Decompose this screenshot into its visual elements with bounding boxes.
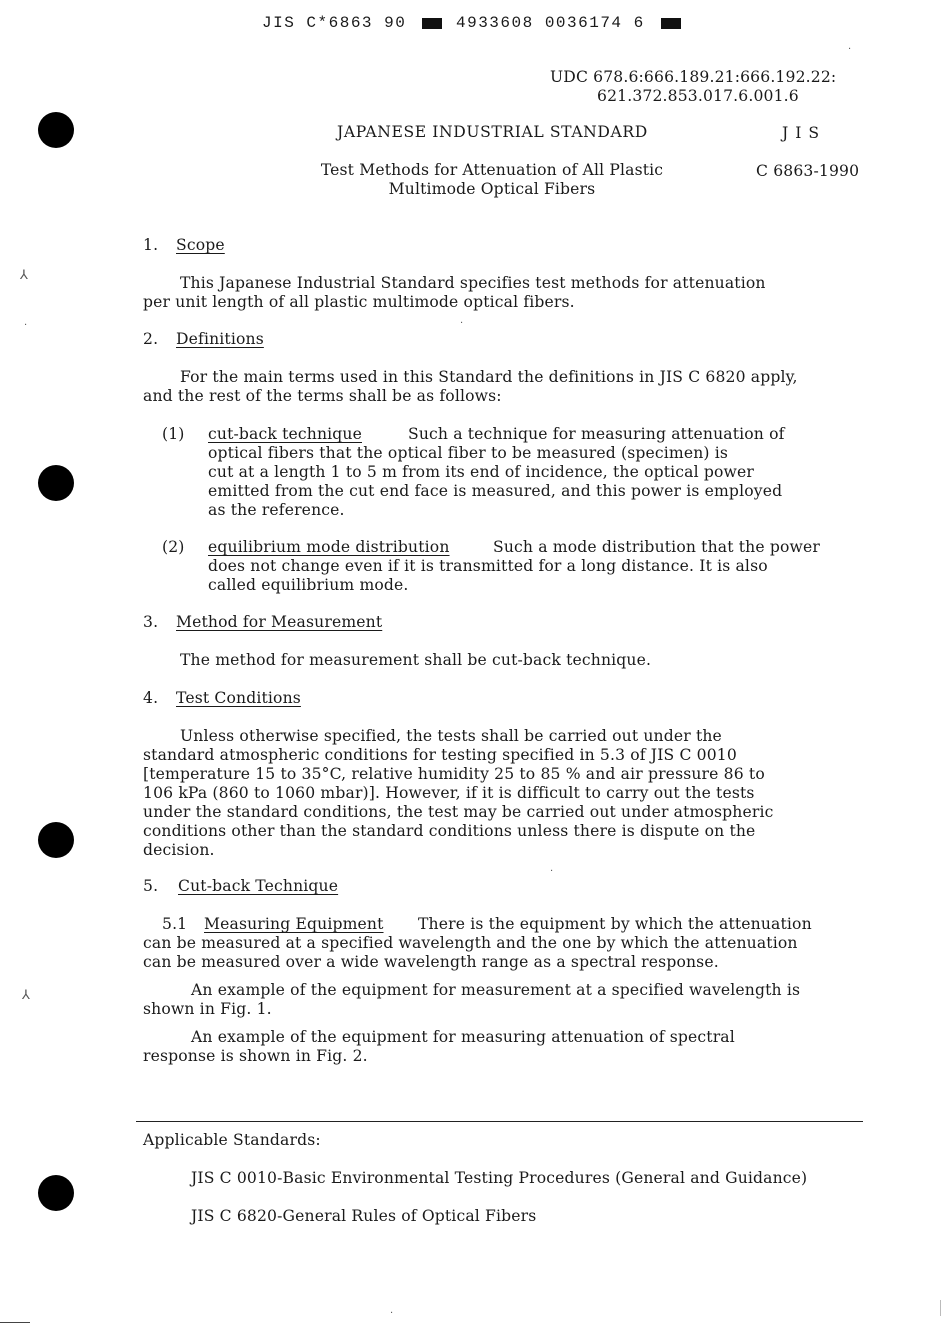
footnote-divider [136,1121,863,1122]
item-number: (1) [162,425,185,443]
definition-line: cut at a length 1 to 5 m from its end of incidence, the optical power [208,463,755,481]
paragraph-line: response is shown in Fig. 2. [143,1047,368,1065]
definition-term: cut-back technique [208,425,362,443]
paragraph-line: per unit length of all plastic multimode optical fibers. [143,293,575,311]
udc-line-1: UDC 678.6:666.189.21:666.192.22: [550,68,837,86]
scan-speck: · [460,318,464,329]
applicable-standard-item: JIS C 0010-Basic Environmental Testing Procedures (General and Guidance) [191,1169,808,1187]
definition-text: Such a mode distribution that the power [493,538,820,556]
punch-hole [38,1175,74,1211]
definition-term: equilibrium mode distribution [208,538,450,556]
section-number: 3. [143,613,159,631]
udc-line-2: 621.372.853.017.6.001.6 [597,87,799,105]
paragraph-line: [temperature 15 to 35°C, relative humidity 25 to 85 % and air pressure 86 to [143,765,765,783]
paragraph-line: standard atmospheric conditions for testing specified in 5.3 of JIS C 0010 [143,746,737,764]
paragraph-line: There is the equipment by which the attenuation [418,915,812,933]
definition-line: called equilibrium mode. [208,576,409,594]
definition-line: emitted from the cut end face is measured, and this power is employed [208,482,783,500]
standard-number: C 6863-1990 [756,162,860,180]
paragraph-line: conditions other than the standard conditions unless there is dispute on the [143,822,756,840]
scan-speck: · [24,320,28,331]
section-number: 4. [143,689,159,707]
header-code-part1: JIS C*6863 90 [262,14,407,32]
section-heading: Scope [176,236,225,254]
paragraph-line: Unless otherwise specified, the tests shall be carried out under the [180,727,722,745]
section-heading: Method for Measurement [176,613,383,631]
title-line-2: Multimode Optical Fibers [388,180,596,198]
paragraph-line: decision. [143,841,215,859]
section-number: 2. [143,330,159,348]
definition-line: does not change even if it is transmitted for a long distance. It is also [208,557,768,575]
paragraph-line: For the main terms used in this Standard the definitions in JIS C 6820 apply, [180,368,798,386]
definition-text: Such a technique for measuring attenuation of [408,425,785,443]
punch-hole [38,112,74,148]
paragraph-line: An example of the equipment for measurement at a specified wavelength is [191,981,801,999]
scan-speck: · [848,44,852,55]
header-code-part2: 4933608 0036174 6 [456,14,645,32]
section-number: 1. [143,236,159,254]
paragraph-line: 106 kPa (860 to 1060 mbar)]. However, if it is difficult to carry out the tests [143,784,755,802]
paragraph-line: can be measured at a specified wavelength and the one by which the attenuation [143,934,798,952]
paragraph-line: An example of the equipment for measuring attenuation of spectral [191,1028,735,1046]
applicable-standard-item: JIS C 6820-General Rules of Optical Fibers [191,1207,537,1225]
subsection-heading: Measuring Equipment [204,915,384,933]
section-heading: Test Conditions [176,689,301,707]
paragraph-line: and the rest of the terms shall be as follows: [143,387,502,405]
paragraph-line: The method for measurement shall be cut-back technique. [180,651,652,669]
title-line-1: Test Methods for Attenuation of All Plastic [320,161,664,179]
scan-edge-mark [940,1300,941,1316]
header-block-mark-1 [422,18,442,29]
scan-speck: · [550,866,554,877]
section-heading: Definitions [176,330,264,348]
standard-abbr: J I S [782,124,821,142]
section-heading: Cut-back Technique [178,877,339,895]
scan-edge-mark [0,1322,30,1323]
applicable-standards-label: Applicable Standards: [143,1131,321,1149]
header-block-mark-2 [661,18,681,29]
scan-speck: · [390,1308,394,1319]
section-number: 5. [143,877,159,895]
punch-hole [38,465,74,501]
scan-speck: ⅄ [22,988,30,1003]
definition-line: as the reference. [208,501,345,519]
item-number: (2) [162,538,185,556]
scan-speck: ⅄ [20,268,28,283]
paragraph-line: under the standard conditions, the test may be carried out under atmospheric [143,803,774,821]
paragraph-line: shown in Fig. 1. [143,1000,272,1018]
standard-org: JAPANESE INDUSTRIAL STANDARD [337,123,648,141]
paragraph-line: This Japanese Industrial Standard specifies test methods for attenuation [180,274,766,292]
subsection-number: 5.1 [162,915,188,933]
paragraph-line: can be measured over a wide wavelength range as a spectral response. [143,953,719,971]
definition-line: optical fibers that the optical fiber to be measured (specimen) is [208,444,729,462]
punch-hole [38,822,74,858]
